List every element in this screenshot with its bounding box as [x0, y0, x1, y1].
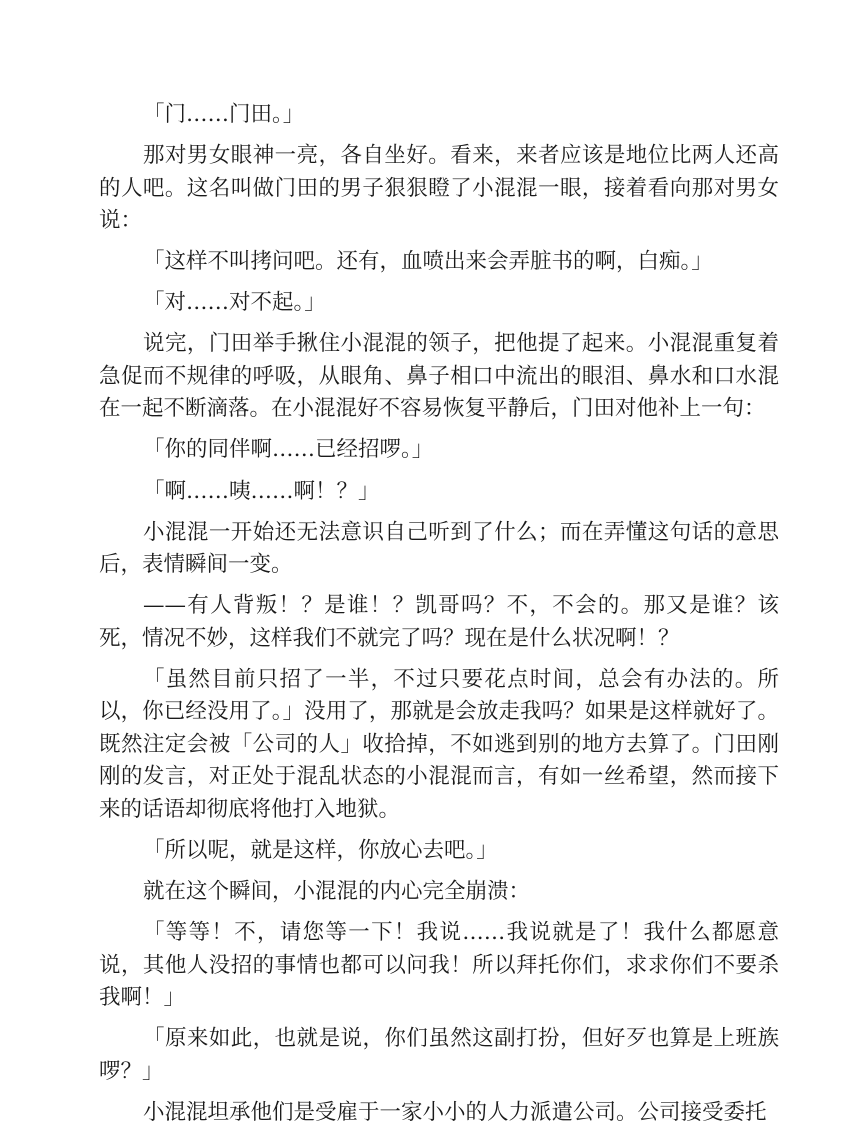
paragraph-14: 「原来如此，也就是说，你们虽然这副打扮，但好歹也算是上班族啰？」 [99, 1026, 779, 1084]
paragraph-8: 小混混一开始还无法意识自己听到了什么；而在弄懂这句话的意思后，表情瞬间一变。 [99, 519, 779, 578]
paragraph-2: 那对男女眼神一亮，各自坐好。看来，来者应该是地位比两人还高的人吧。这名叫做门田的男子狠狠瞪了小混混一眼，接着看向那对男女说： [99, 143, 779, 234]
paragraph-10: 「虽然目前只招了一半，不过只要花点时间，总会有办法的。所以，你已经没用了。」没用了，那就是会放走我吗？如果是这样就好了。既然注定会被「公司的人」收拾掉，不如逃到别的地方去算了。门田刚刚的发言，对正处于混乱状态的小混混而言，有如一丝希望，然而接下来的话语却彻底将他打入地狱。 [99, 666, 779, 822]
paragraph-4: 「对……对不起。」 [143, 290, 326, 316]
paragraph-5: 说完，门田举手揪住小混混的领子，把他提了起来。小混混重复着急促而不规律的呼吸，从眼角、鼻子相口中流出的眼泪、鼻水和口水混在一起不断滴落。在小混混好不容易恢复平静后，门田对他补上一句： [99, 331, 779, 422]
paragraph-7: 「啊……咦……啊！？」 [143, 478, 380, 504]
paragraph-13: 「等等！不，请您等一下！我说……我说就是了！我什么都愿意说，其他人没招的事情也都可以问我！所以拜托你们，求求你们不要杀我啊！」 [99, 920, 779, 1011]
paragraph-9: ——有人背叛！？是谁！？凯哥吗？不，不会的。那又是谁？该死，情况不妙，这样我们不就完了吗？现在是什么状况啊！？ [99, 593, 779, 651]
paragraph-15: 小混混坦承他们是受雇于一家小小的人力派遣公司。公司接受委托 [143, 1099, 767, 1125]
paragraph-3: 「这样不叫拷问吧。还有，血喷出来会弄脏书的啊，白痴。」 [143, 249, 713, 275]
paragraph-11: 「所以呢，就是这样，你放心去吧。」 [143, 837, 498, 863]
paragraph-12: 就在这个瞬间，小混混的内心完全崩溃： [143, 879, 531, 905]
paragraph-6: 「你的同伴啊……已经招啰。」 [143, 437, 434, 463]
paragraph-1: 「门……门田。」 [143, 102, 305, 127]
